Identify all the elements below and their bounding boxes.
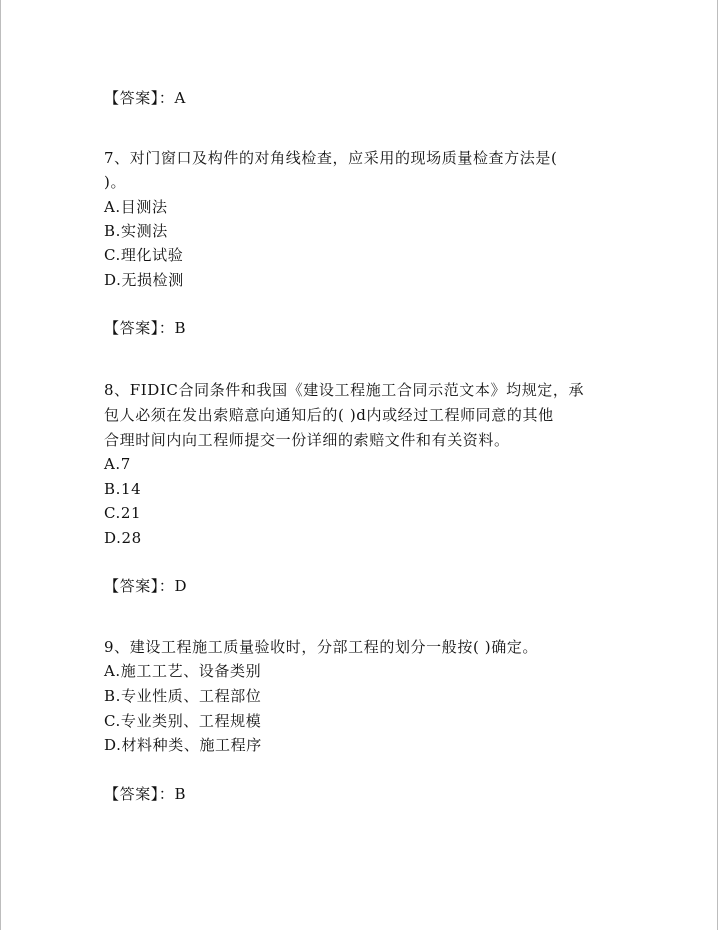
question-8-text-line-2: 包人必须在发出索赔意向通知后的( )d内或经过工程师同意的其他 bbox=[104, 406, 554, 424]
question-8-text-line-1: 8、FIDIC合同条件和我国《建设工程施工合同示范文本》均规定，承 bbox=[104, 381, 585, 399]
question-7-text-line-2: )。 bbox=[104, 173, 127, 191]
answer-line-7: 【答案】：B bbox=[104, 319, 187, 337]
question-7-option-b: B.实测法 bbox=[104, 222, 168, 240]
question-8-text-line-3: 合理时间内向工程师提交一份详细的索赔文件和有关资料。 bbox=[104, 431, 510, 449]
question-9-option-b: B.专业性质、工程部位 bbox=[104, 687, 262, 705]
question-9-text-line-1: 9、建设工程施工质量验收时，分部工程的划分一般按( )确定。 bbox=[104, 638, 539, 656]
question-9-option-d: D.材料种类、施工程序 bbox=[104, 736, 262, 754]
question-9-option-c: C.专业类别、工程规模 bbox=[104, 712, 262, 730]
question-7-text-line-1: 7、对门窗口及构件的对角线检查，应采用的现场质量检查方法是( bbox=[104, 149, 558, 167]
question-7-option-d: D.无损检测 bbox=[104, 271, 184, 289]
question-8-option-d: D.28 bbox=[104, 529, 142, 547]
question-9-option-a: A.施工工艺、设备类别 bbox=[104, 662, 262, 680]
answer-line-6: 【答案】：A bbox=[104, 89, 186, 107]
question-8-option-b: B.14 bbox=[104, 480, 142, 498]
question-7-option-a: A.目测法 bbox=[104, 198, 168, 216]
answer-line-8: 【答案】：D bbox=[104, 577, 188, 595]
question-7-option-c: C.理化试验 bbox=[104, 246, 184, 264]
answer-line-9: 【答案】：B bbox=[104, 785, 187, 803]
question-8-option-a: A.7 bbox=[104, 455, 131, 473]
question-8-option-c: C.21 bbox=[104, 504, 142, 522]
